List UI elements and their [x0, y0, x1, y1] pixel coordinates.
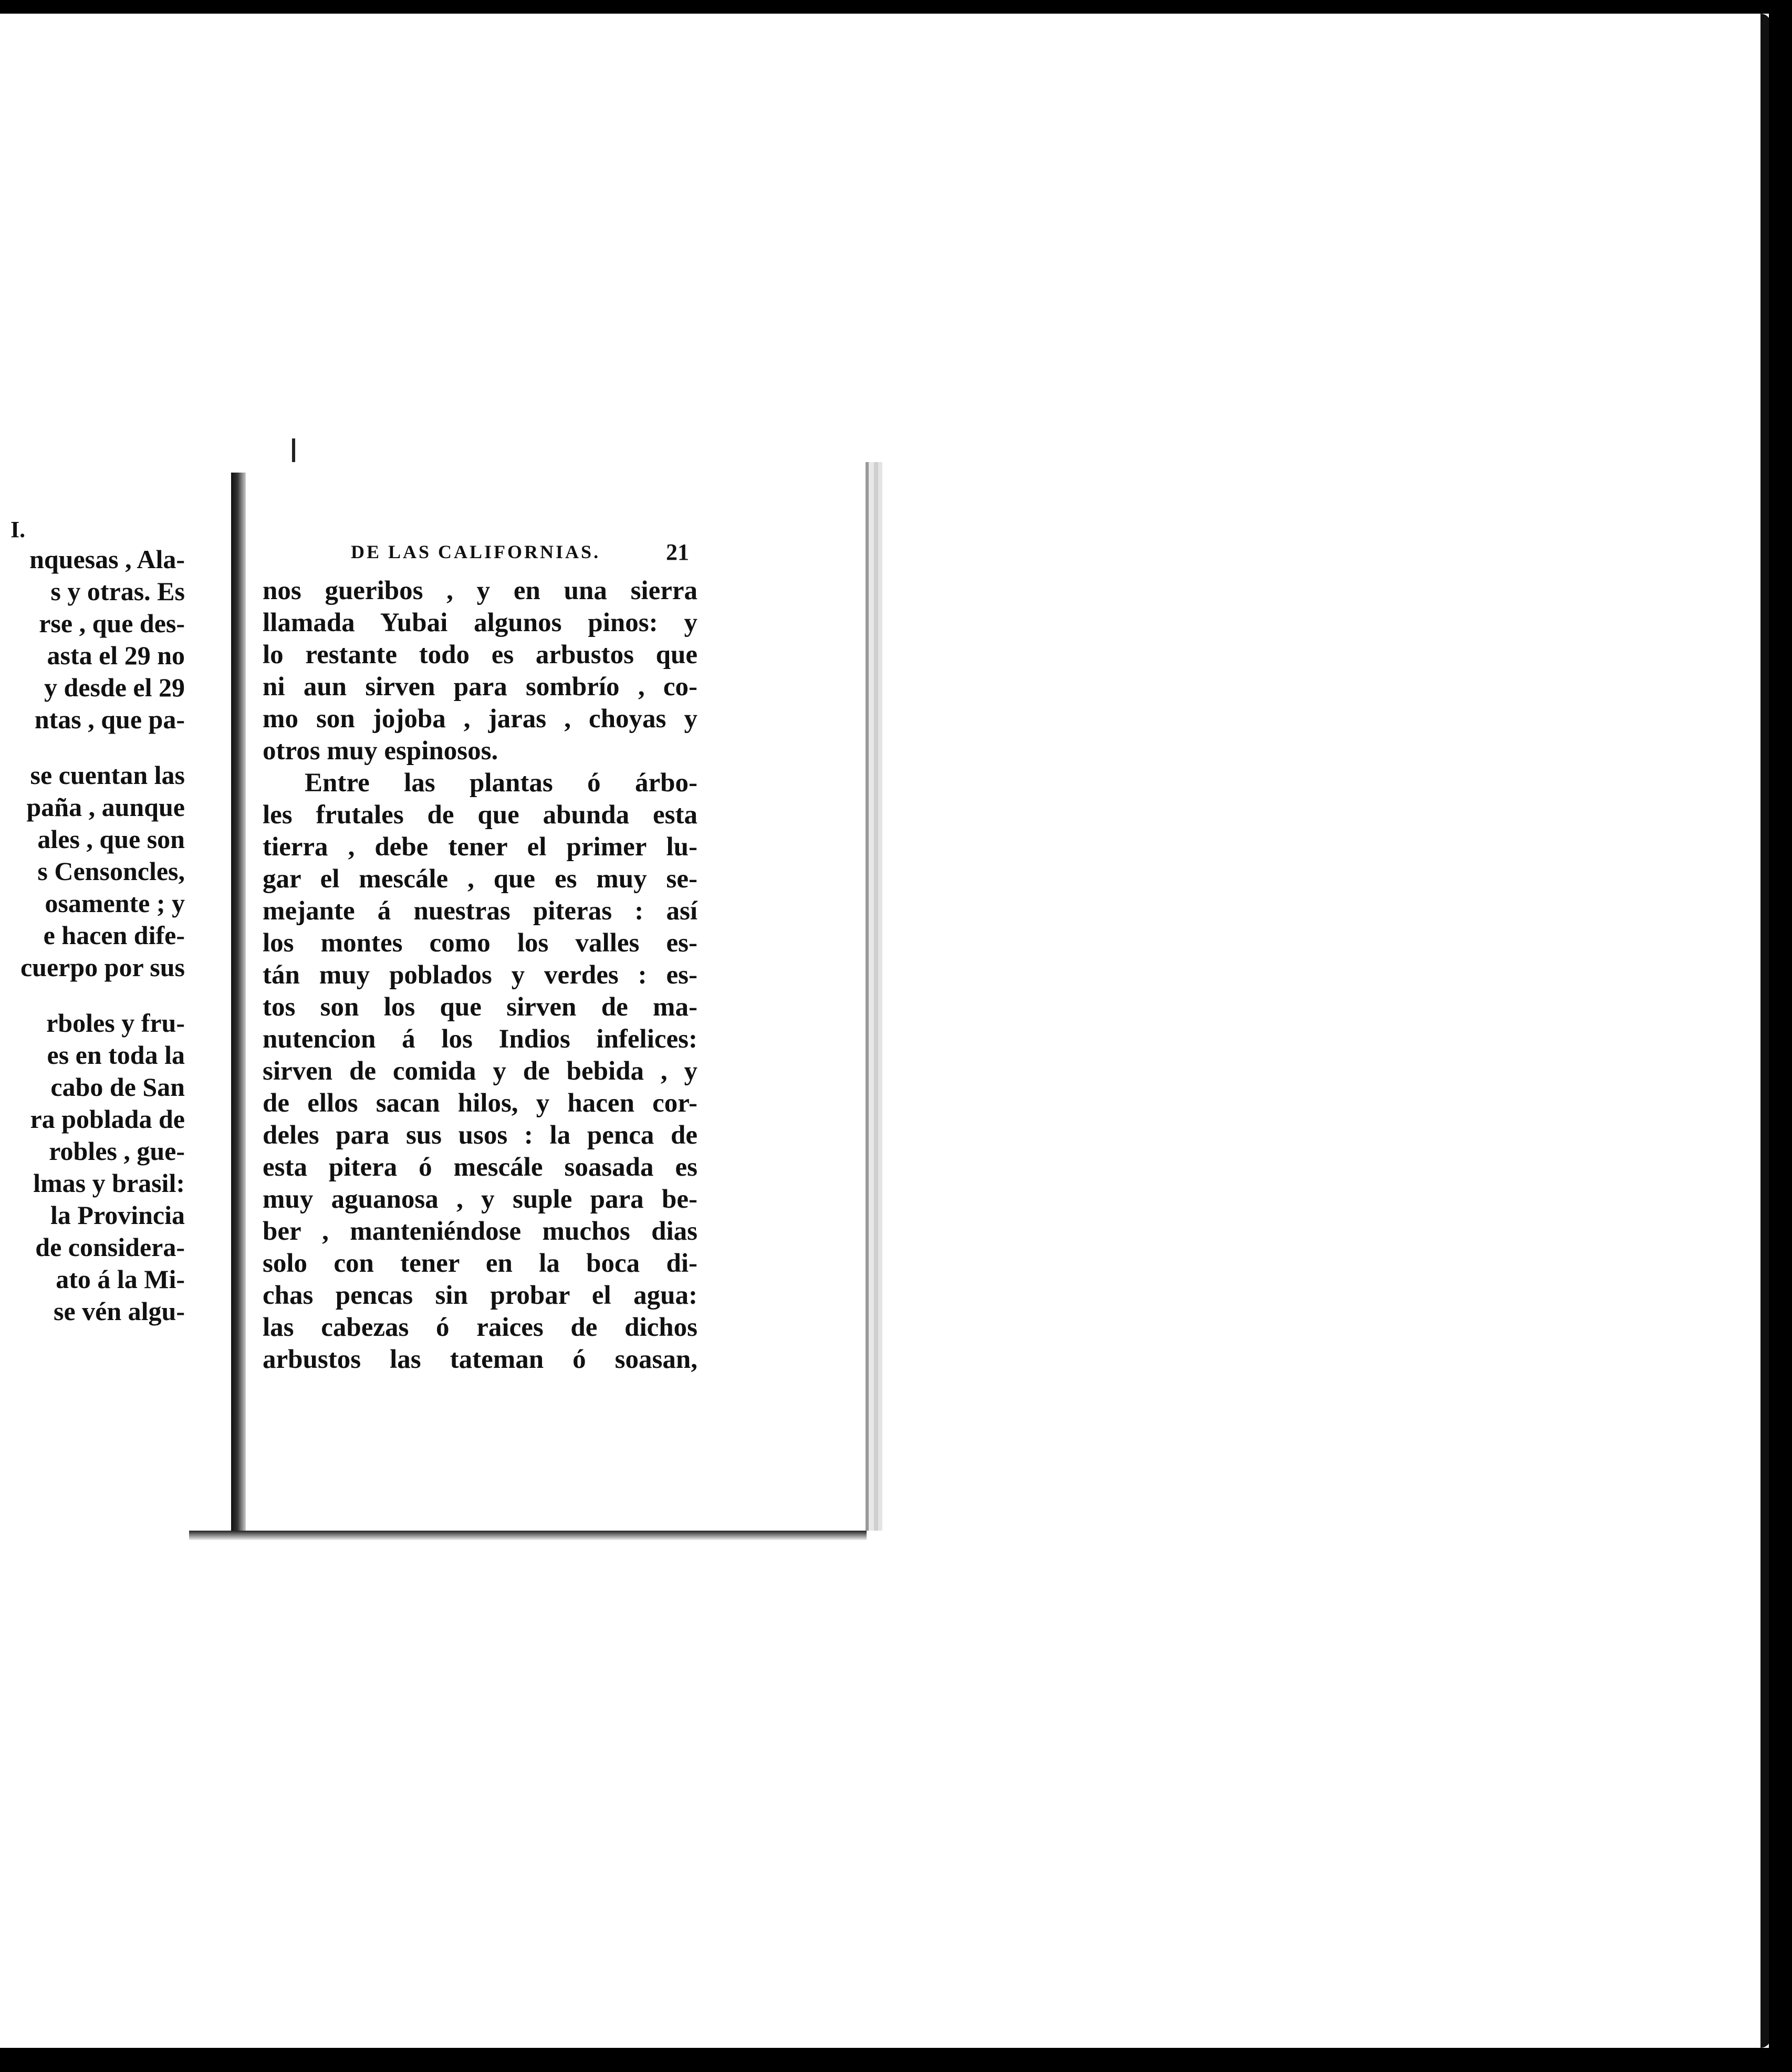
left-line: ntas , que pa- — [34, 705, 185, 734]
book-base-shadow — [189, 1531, 867, 1540]
left-line: paña , aunque — [26, 792, 185, 822]
text-line: mo son jojoba , jaras , choyas y — [263, 704, 697, 734]
left-line: e hacen dife- — [43, 920, 185, 950]
text-line: tos son los que sirven de ma- — [263, 992, 697, 1022]
left-line: nquesas , Ala- — [29, 545, 185, 574]
text-line: mejante á nuestras piteras : así — [263, 896, 697, 926]
left-line: es en toda la — [47, 1040, 185, 1070]
left-line: y desde el 29 — [44, 673, 185, 702]
text-line: ni aun sirven para sombrío , co- — [263, 672, 697, 702]
scan-frame-top — [0, 0, 1792, 14]
left-line: se vén algu- — [54, 1296, 185, 1326]
text-line: nos gueribos , y en una sierra — [263, 576, 697, 605]
text-line: muy aguanosa , y suple para be- — [263, 1185, 697, 1214]
text-line: sirven de comida y de bebida , y — [263, 1056, 697, 1086]
left-line: ra poblada de — [30, 1104, 185, 1134]
text-line: arbustos las tateman ó soasan, — [263, 1345, 697, 1374]
text-line: tán muy poblados y verdes : es- — [263, 960, 697, 990]
text-line: los montes como los valles es- — [263, 928, 697, 958]
text-line: solo con tener en la boca di- — [263, 1249, 697, 1278]
left-line: cabo de San — [50, 1072, 185, 1102]
right-page — [246, 462, 869, 1531]
text-line: lo restante todo es arbustos que — [263, 640, 697, 669]
left-line: s y otras. Es — [50, 577, 185, 606]
left-line: rse , que des- — [39, 609, 185, 638]
text-line: gar el mescále , que es muy se- — [263, 864, 697, 894]
left-line: se cuentan las — [30, 760, 185, 790]
text-line: deles para sus usos : la penca de — [263, 1121, 697, 1150]
left-line: la Provincia — [50, 1200, 185, 1230]
left-line: osamente ; y — [45, 888, 185, 918]
left-line: ato á la Mi- — [56, 1264, 185, 1294]
text-line: nutencion á los Indios infelices: — [263, 1024, 697, 1054]
page-number: 21 — [666, 539, 689, 565]
text-line: chas pencas sin probar el agua: — [263, 1281, 697, 1310]
left-line: s Censoncles, — [37, 856, 185, 886]
left-running-head: I. — [11, 517, 26, 542]
left-line: ales , que son — [37, 824, 185, 854]
scan-frame-bottom — [0, 2048, 1792, 2072]
left-page — [0, 475, 233, 1539]
text-line: esta pitera ó mescále soasada es — [263, 1153, 697, 1182]
text-line: de ellos sacan hilos, y hacen cor- — [263, 1089, 697, 1118]
running-header: DE LAS CALIFORNIAS. — [351, 541, 601, 562]
left-page-text — [0, 543, 185, 1327]
text-line: tierra , debe tener el primer lu- — [263, 832, 697, 862]
book-gutter — [231, 473, 247, 1539]
text-line: las cabezas ó raices de dichos — [263, 1313, 697, 1342]
page-body-text — [263, 575, 697, 1376]
text-line: ber , manteniéndose muchos dias — [263, 1217, 697, 1246]
text-line: les frutales de que abunda esta — [263, 800, 697, 830]
left-line: asta el 29 no — [47, 641, 185, 670]
left-line: cuerpo por sus — [20, 953, 185, 982]
left-line: de considera- — [35, 1232, 185, 1262]
scan-frame-right — [1769, 0, 1792, 2072]
text-line: llamada Yubai algunos pinos: y — [263, 608, 697, 637]
left-line: robles , gue- — [49, 1136, 185, 1166]
paragraph-start-line: Entre las plantas ó árbo- — [305, 768, 697, 798]
text-line: otros muy espinosos. — [263, 736, 498, 766]
left-line: lmas y brasil: — [33, 1168, 185, 1198]
left-line: rboles y fru- — [46, 1008, 185, 1038]
